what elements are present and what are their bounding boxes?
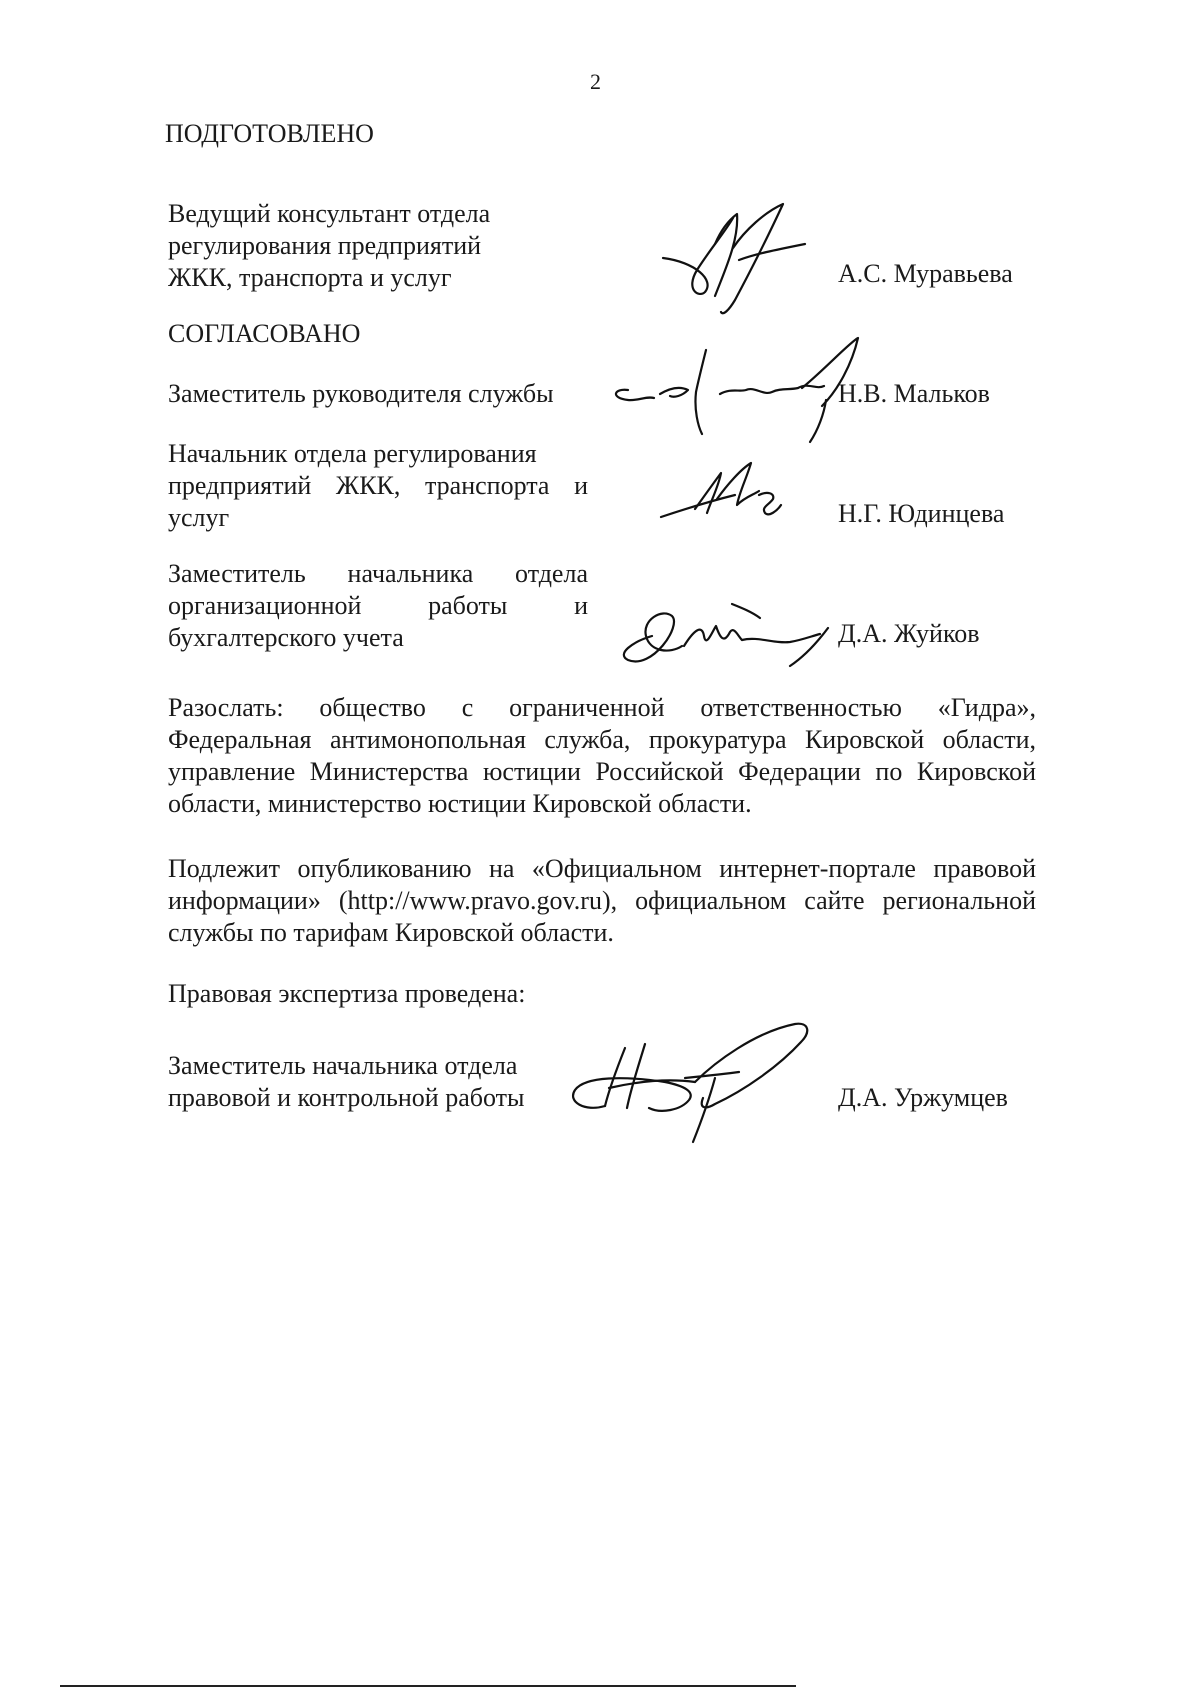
distribution-paragraph: Разослать: общество с ограниченной ответственностью «Гидра», Федеральная антимонопольная служба, прокуратура Кировской области, управление Министерства юстиции Российской Федерации по Кировской области, министерство юстиции Кировской области. [168, 693, 1036, 818]
agreed-name-2: Н.Г. Юдинцева [838, 499, 1005, 528]
position-line: Ведущий консультант отдела [168, 199, 491, 228]
agreed-name-1: Н.В. Мальков [838, 379, 990, 408]
position-line: услуг [168, 503, 230, 532]
position-line: правовой и контрольной работы [168, 1083, 525, 1112]
agreed-position-2 [168, 438, 588, 534]
signature-muravyeva [655, 200, 815, 320]
prepared-position [168, 198, 490, 294]
signature-zhuykov [612, 596, 842, 676]
legal-review-position [168, 1050, 524, 1114]
legal-review-name: Д.А. Уржумцев [838, 1083, 1008, 1112]
position-line: регулирования предприятий [168, 231, 482, 260]
position-line: Начальник отдела регулирования [168, 439, 537, 468]
position-line: Заместитель начальника отдела [168, 1051, 518, 1080]
legal-review-heading: Правовая экспертиза проведена: [168, 979, 526, 1008]
publication-paragraph: Подлежит опубликованию на «Официальном интернет-портале правовой информации» (http://www.pravo.gov.ru), официальном сайте региональной службы по тарифам Кировской области. [168, 854, 1036, 947]
page-number: 2 [590, 69, 601, 94]
signature-yudintseva [655, 455, 795, 535]
agreed-position-1: Заместитель руководителя службы [168, 379, 554, 408]
position-line: ЖКК, транспорта и услуг [168, 263, 452, 292]
prepared-heading: ПОДГОТОВЛЕНО [165, 119, 374, 148]
prepared-name: А.С. Муравьева [838, 259, 1013, 288]
agreed-position-3 [168, 558, 588, 654]
agreed-name-3: Д.А. Жуйков [838, 619, 980, 648]
signature-urzhumtsev [565, 1018, 835, 1148]
agreed-heading: СОГЛАСОВАНО [168, 319, 361, 348]
position-line: организационной работы и [168, 591, 588, 620]
position-line: предприятий ЖКК, транспорта и [168, 471, 588, 500]
footer-divider [60, 1685, 796, 1687]
position-line: Заместитель начальника отдела [168, 559, 588, 588]
position-line: бухгалтерского учета [168, 623, 404, 652]
signature-malkov [594, 330, 874, 450]
